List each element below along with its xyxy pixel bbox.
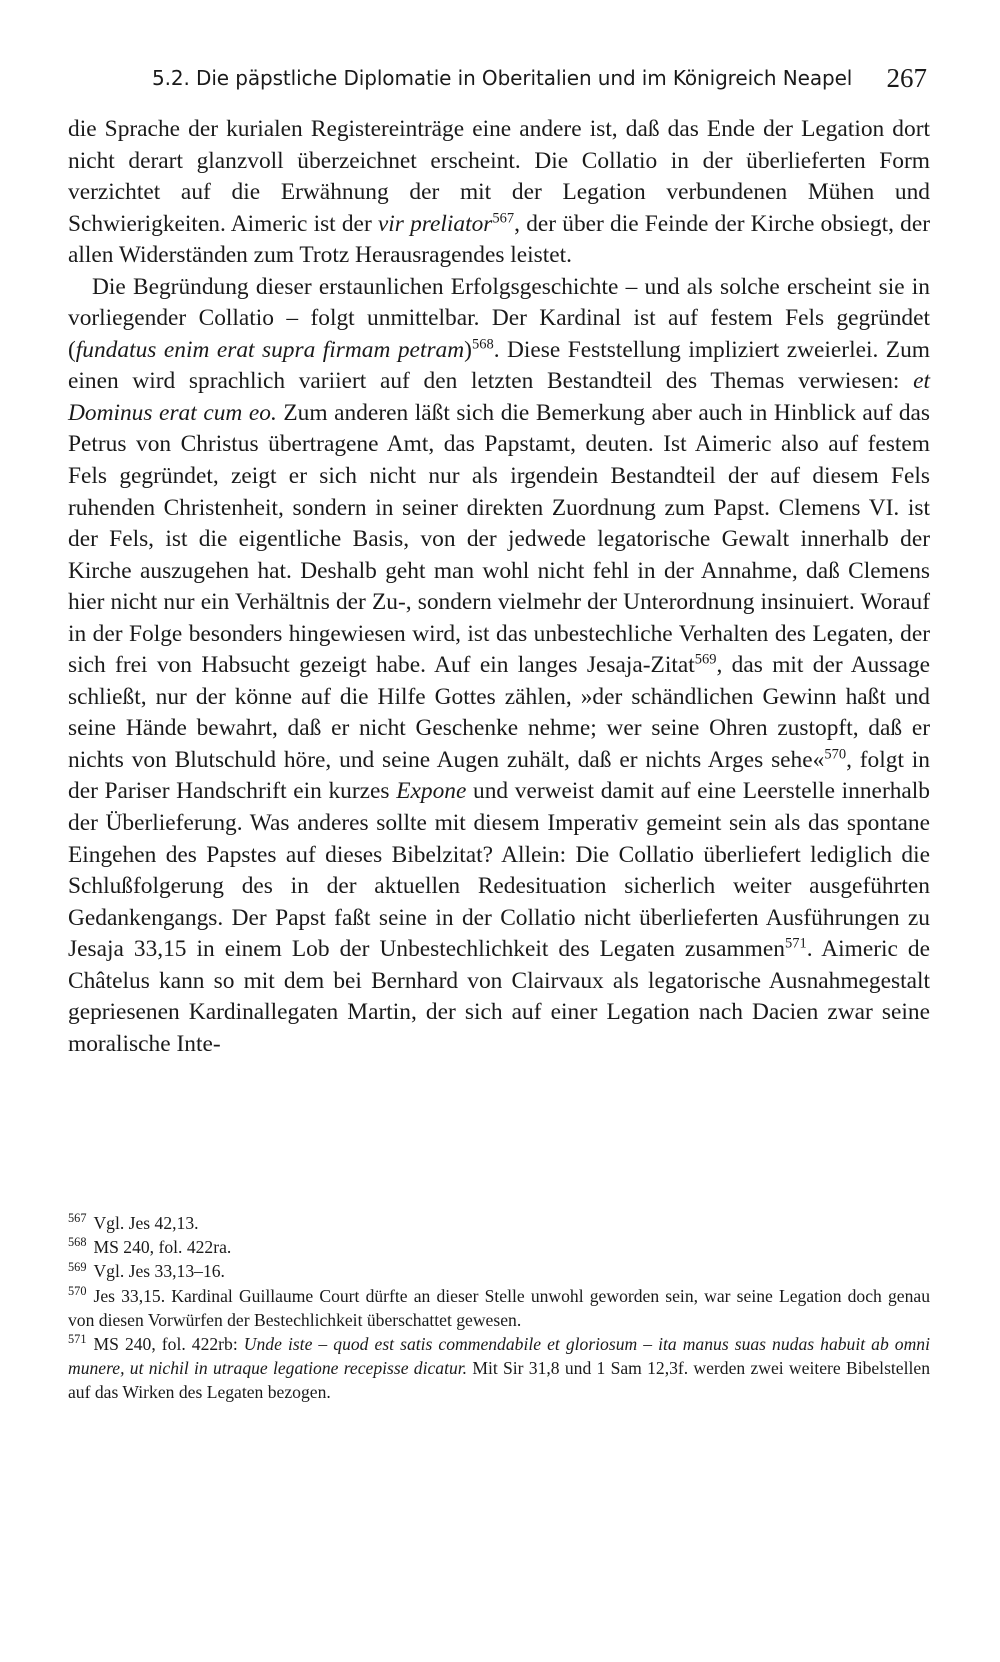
running-head-title: 5.2. Die päpstliche Diplomatie in Oberitalien und im Königreich Neapel — [152, 66, 853, 90]
text-run: , der über die Feinde der Kirche obsiegt, der allen Widerständen zum Trotz Herausragendes leistet. — [68, 210, 930, 269]
footnote-reference: 570 — [824, 746, 847, 763]
paragraph — [68, 272, 930, 1061]
footnote-number: 571 — [68, 1332, 87, 1347]
footnote-reference: 567 — [492, 210, 515, 227]
italic-text: et Dominus erat cum eo. — [68, 368, 930, 426]
italic-text: Expone — [396, 778, 467, 805]
footnote-number: 567 — [68, 1211, 87, 1226]
footnote — [68, 1284, 930, 1332]
text-run: , das mit der Aussage schließt, nur der könne auf die Hilfe Gottes zählen, »der schändlichen Gewinn haßt und seine Hände bewahrt, daß er nicht Geschenke nehme; wer seine Ohren zustopft, daß er nichts von Blutschuld höre, und seine Augen zuhält, daß er nichts Arges sehe« — [68, 652, 931, 773]
footnote — [68, 1235, 930, 1259]
text-run: Jes 33,15. Kardinal Guillaume Court dürfte an dieser Stelle unwohl geworden sein, war seine Legation doch genau von diesen Vorwürfen der Bestechlichkeit überschattet gewesen. — [68, 1285, 930, 1330]
text-run: , folgt in der Pariser Handschrift ein kurzes — [68, 746, 930, 805]
running-head — [152, 60, 927, 96]
text-run: Mit Sir 31,8 und 1 Sam 12,3f. werden zwei weitere Bibelstellen auf das Wirken des Legaten bezogen. — [68, 1358, 930, 1403]
footnote-reference: 568 — [471, 336, 494, 353]
text-run: MS 240, fol. 422rb: — [93, 1334, 244, 1355]
footnote-number: 569 — [68, 1259, 87, 1274]
italic-text: fundatus enim erat supra firmam petram — [75, 336, 465, 363]
footnote — [68, 1211, 930, 1235]
text-run: Zum anderen läßt sich die Bemerkung aber auch in Hinblick auf das Petrus von Christus übertragene Amt, das Papstamt, deuten. Ist Aimeric also auf festem Fels gegründet, zeigt er sich nicht nur als irgendein Bestandteil der auf diesem Fels ruhenden Christenheit, sondern in seiner direkten Zuordnung zum Papst. Clemens VI. ist der Fels, ist die eigentliche Basis, von der jedwede legatorische Gewalt innerhalb der Kirche auszugehen hat. Deshalb geht man wohl nicht fehl in der Annahme, daß Clemens hier nicht nur ein Verhältnis der Zu-, sondern vielmehr der Unterordnung insinuiert. Worauf in der Folge besonders hingewiesen wird, ist das unbestechliche Verhalten des Legaten, der sich frei von Habsucht gezeigt habe. Auf ein langes Jesaja-Zitat — [68, 399, 931, 679]
text-run: . Diese Feststellung impliziert zweierlei. Zum einen wird sprachlich variiert auf den letzten Bestandteil des Themas verwiesen: — [68, 336, 930, 395]
text-run: die Sprache der kurialen Registereinträge eine andere ist, daß das Ende der Legation dort nicht derart glanzvoll überzeichnet erscheint. Die Collatio in der überlieferten Form verzichtet auf die Erwähnung der mit der Legation verbundenen Mühen und Schwierigkeiten. Aimeric ist der — [68, 116, 930, 237]
page-number: 267 — [886, 63, 927, 93]
footnote-reference: 571 — [784, 935, 807, 952]
text-run: Die Begründung dieser erstaunlichen Erfolgsgeschichte – und als solche erscheint sie in vorliegender Collatio – folgt unmittelbar. Der Kardinal ist auf festem Fels gegründet ( — [68, 273, 930, 363]
italic-text: vir preliator — [377, 210, 493, 237]
footnote — [68, 1259, 930, 1283]
text-run: . Aimeric de Châtelus kann so mit dem bei Bernhard von Clairvaux als legatorische Ausnahmegestalt gepriesenen Kardinallegaten Martin, der sich auf einer Legation nach Dacien zwar seine moralische Inte- — [68, 936, 930, 1057]
footnote-reference: 569 — [694, 651, 717, 668]
footnote-number: 568 — [68, 1235, 87, 1250]
footnote — [68, 1332, 930, 1405]
footnote-number: 570 — [68, 1283, 87, 1298]
text-run: Vgl. Jes 42,13. — [93, 1213, 199, 1233]
paragraph — [68, 114, 930, 272]
body-text — [68, 114, 930, 1060]
text-run: Vgl. Jes 33,13–16. — [93, 1261, 225, 1282]
italic-text: Unde iste – quod est satis commendabile et gloriosum – ita manus suas nudas habuit ab omni munere, ut nichil in utraque legatione recepisse dicatur. — [68, 1334, 930, 1379]
footnotes — [68, 1211, 930, 1405]
text-run: und verweist damit auf eine Leerstelle innerhalb der Überlieferung. Was anderes sollte mit diesem Imperativ gemeint sein als das spontane Eingehen des Papstes auf dieses Bibelzitat? Allein: Die Collatio überliefert lediglich die Schlußfolgerung des in der aktuellen Redesituation sicherlich weiter ausgeführten Gedankengangs. Der Papst faßt seine in der Collatio nicht überlieferten Ausführungen zu Jesaja 33,15 in einem Lob der Unbestechlichkeit des Legaten zusammen — [68, 778, 930, 963]
text-run: ) — [464, 336, 472, 363]
text-run: MS 240, fol. 422ra. — [93, 1237, 232, 1258]
